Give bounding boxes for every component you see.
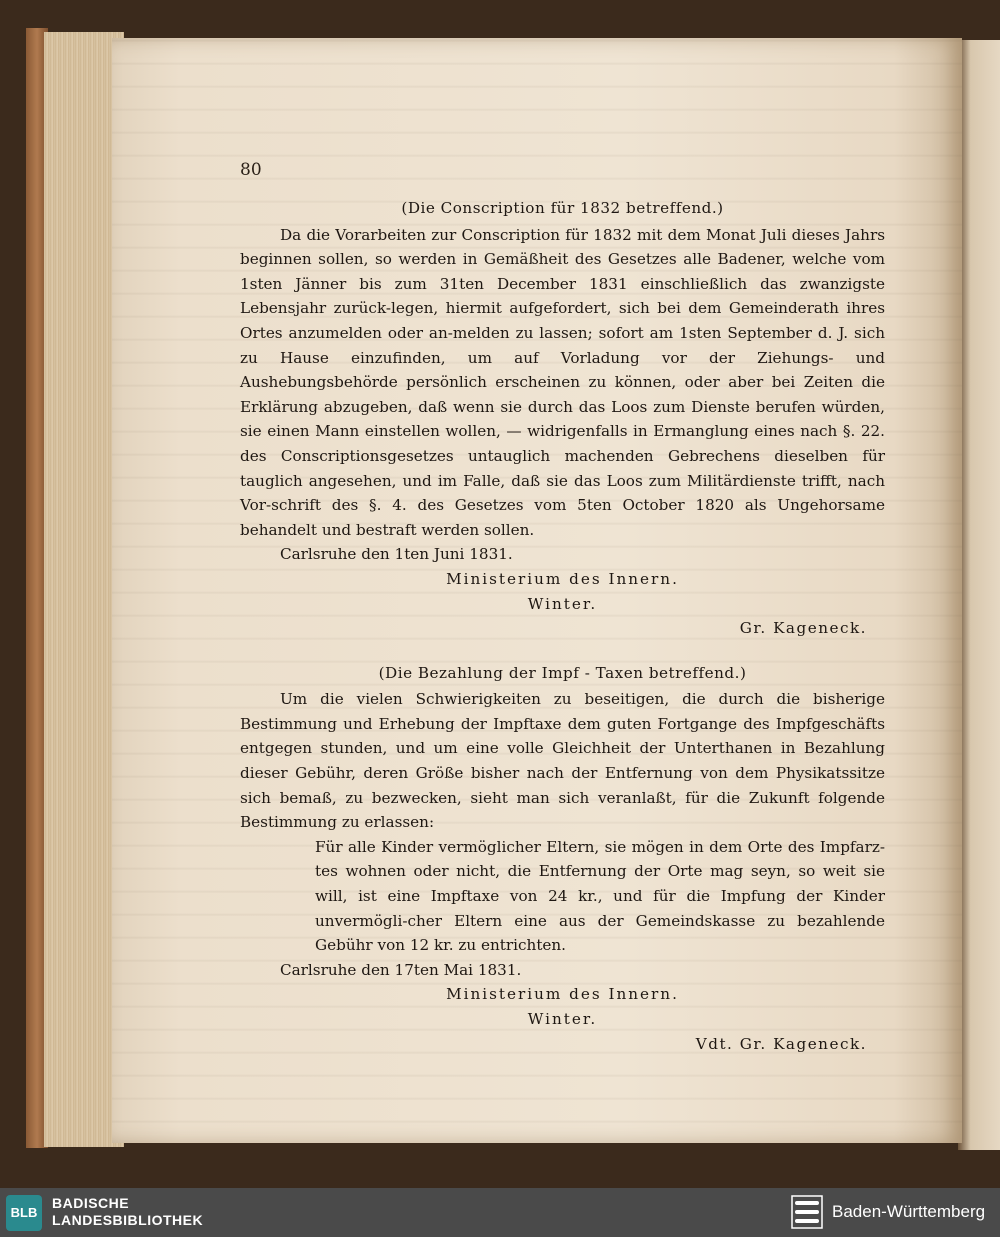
section2-signer: Winter. [527,1010,598,1028]
section1-body: Da die Vorarbeiten zur Conscription für 1832 mit dem Monat Juli dieses Jahrs beginnen sollen, so werden in Gemäßheit des Gesetzes alle Badener, welche vom 1sten Jänner bis zum 31ten December 1831 einschließlich das zwanzigste Lebensjahr zurück-legen, hiermit aufgefordert, sich bei dem Gemeinderath ihres Ortes anzumelden oder an-melden zu lassen; sofort am 1sten September d. J. sich zu Hause einzufinden, um auf Vorladung vor der Ziehungs- und Aushebungsbehörde persönlich erscheinen zu können, oder aber bei Zeiten die Erklärung abzugeben, daß wenn sie durch das Loos zum Dienste berufen würden, sie einen Mann einstellen wollen, — widrigenfalls in Ermanglung eines nach §. 22. des Conscriptionsgesetzes untauglich machenden Gebrechens dieselben für tauglich angesehen, und im Falle, daß sie das Loos zum Militärdienste trifft, nach Vor-schrift des §. 4. des Gesetzes vom 5ten October 1820 als Ungehorsame behandelt und bestraft werden sollen. [240,225,885,539]
section1-heading: (Die Conscription für 1832 betreffend.) [401,199,724,217]
blb-logo-icon[interactable]: BLB [6,1195,42,1231]
state-name[interactable]: Baden-Württemberg [832,1202,986,1221]
section2-heading: (Die Bezahlung der Impf - Taxen betreffend.) [378,663,747,682]
page-number: 80 [240,160,262,180]
section1-countersign: Gr. Kageneck. [739,619,867,638]
section1-place-date: Carlsruhe den 1ten Juni 1831. [280,545,513,564]
blb-name-line2: LANDESBIBLIOTHEK [52,1212,204,1228]
blb-name[interactable] [52,1195,203,1229]
section1-signer: Winter. [527,594,598,613]
facing-page [958,40,1000,1150]
section2-body: Um die vielen Schwierigkeiten zu beseitigen, die durch die bisherige Bestimmung und Erhebung der Impftaxe dem guten Fortgange des Impfgeschäfts entgegen stunden, und um eine volle Gleichheit der Unterthanen in Bezahlung dieser Gebühr, deren Größe bisher nach der Entfernung von dem Physikatssitze sich bemaß, zu bezwecken, sieht man sich veranlaßt, für die Zukunft folgende Bestimmung zu erlassen: [240,690,885,832]
section2-ministry: Ministerium des Innern. [446,985,679,1004]
section2-countersign: Vdt. Gr. Kageneck. [695,1034,867,1053]
section1-ministry: Ministerium des Innern. [446,569,679,588]
page-text [240,196,885,1056]
section2-place-date: Carlsruhe den 17ten Mai 1831. [280,960,522,979]
three-lions-crest-icon[interactable] [790,1194,824,1230]
section2-rule: Für alle Kinder vermöglicher Eltern, sie mögen in dem Orte des Impfarz-tes wohnen oder nicht, die Entfernung der Orte mag seyn, so weit sie will, ist eine Impftaxe von 24 kr., und für die Impfung der Kinder unvermögli-cher Eltern eine aus der Gemeindskasse zu bezahlende Gebühr von 12 kr. zu entrichten. [315,837,885,955]
footer-bar [0,1188,1000,1237]
blb-name-line1: BADISCHE [52,1195,130,1211]
